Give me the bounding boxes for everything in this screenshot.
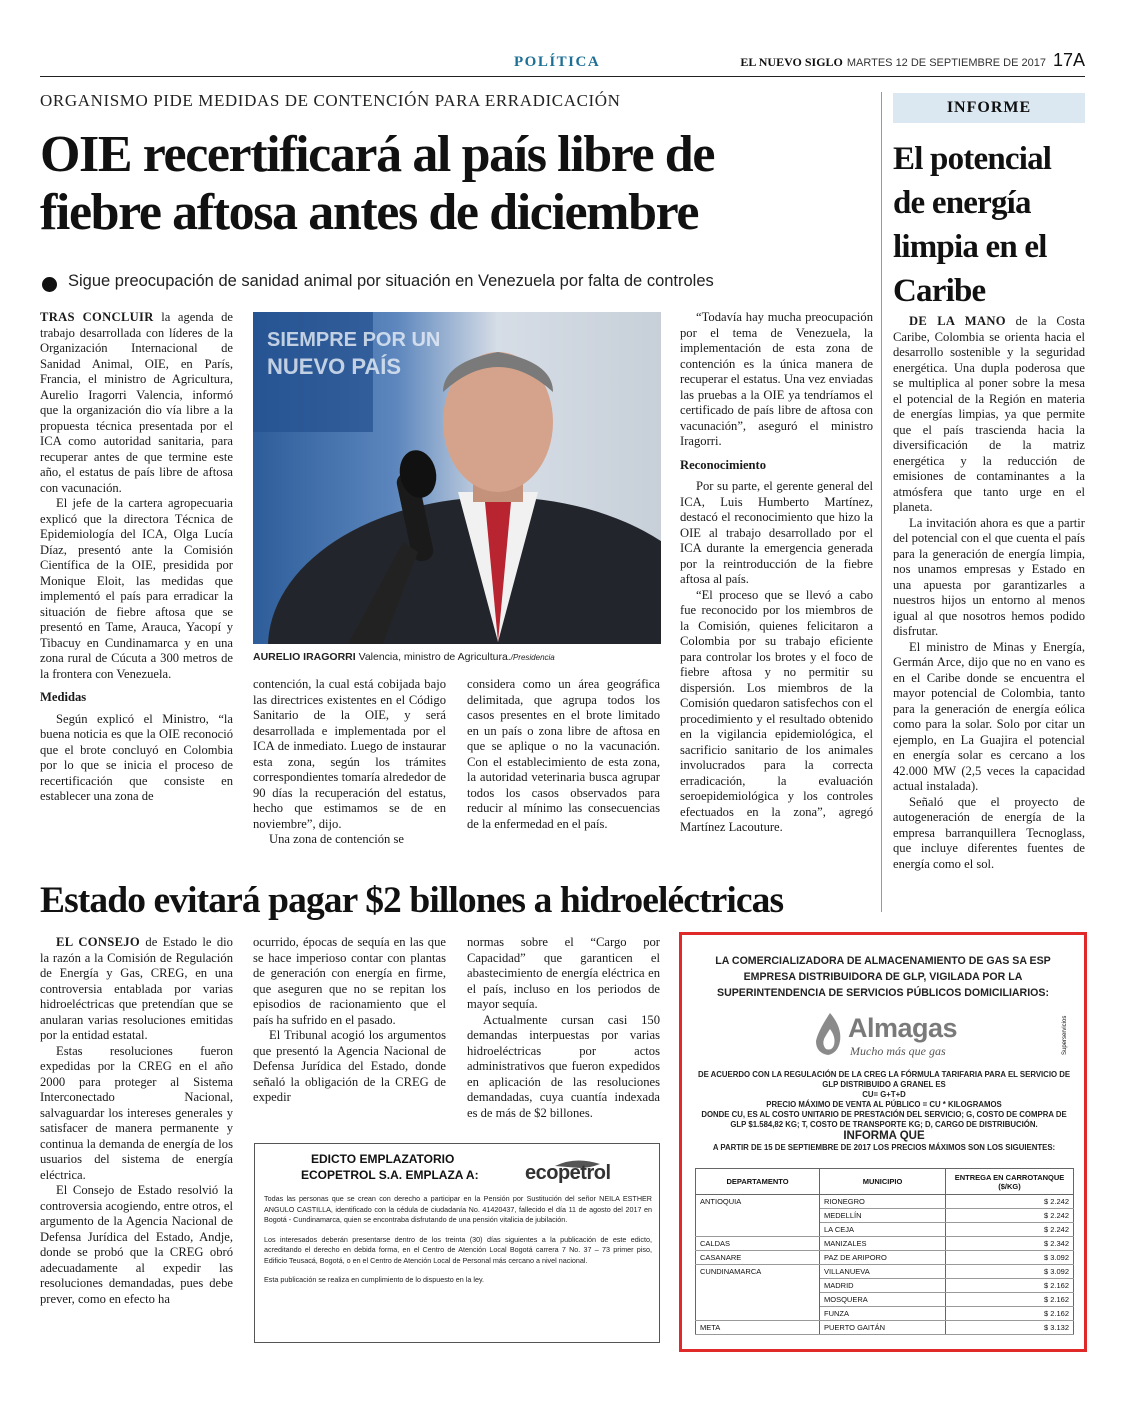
svg-text:NUEVO PAÍS: NUEVO PAÍS [267,354,402,379]
cell-price: $ 3.092 [946,1251,1074,1265]
almagas-ad [679,932,1087,1352]
cell-price: $ 2.242 [946,1223,1074,1237]
page-number: 17A [1052,50,1085,70]
definitions: DONDE CU, ES AL COSTO UNITARIO DE PRESTACIÓN DEL SERVICIO; G, COSTO DE COMPRA DE GLP $1.584,82 KG; T, COSTO DE TRANSPORTE KG; D, CARGO DE DISTRIBUCIÓN. [701,1110,1067,1129]
paragraph: ocurrido, épocas de sequía en las que se hace imperioso contar con plantas de generación con energía en firme, que aseguren que no se repitan los episodios de racionamiento que el país ha sufrido en el pasado. [253,935,446,1027]
portrait-illustration [253,312,661,644]
cell-price: $ 3.132 [946,1321,1074,1335]
paragraph: “Todavía hay mucha preocupación por el tema de Venezuela, la implementación de esta zona de contención es la única manera de recuperar el estatus. Una vez enviadas las pruebas a la OIE ya tendríamos el certificado de país libre de aftosa con vacunación”, aseguró el ministro Iragorri. [680,310,873,448]
sidebar-label: INFORME [946,99,1032,116]
cell-department: CUNDINAMARCA [696,1265,820,1279]
second-col-1 [40,935,233,1307]
main-col-1 [40,310,233,805]
almagas-logo [810,1011,980,1061]
paragraph: El ministro de Minas y Energía, Germán Arce, dijo que no en vano es en el Caribe donde se encuentra el mayor potencial de Colombia, tanto para la generación de energía eólica como para la solar. Solo por citar un ejemplo, en La Guajira el potencial en energía solar es cercano a los 42.000 MW (2,5 veces la capacidad actual instalada). [893,639,1085,793]
cell-price: $ 2.242 [946,1209,1074,1223]
issue-date: MARTES 12 DE SEPTIEMBRE DE 2017 [846,57,1046,69]
table-row [696,1223,1074,1237]
paragraph: El jefe de la cartera agropecuaria explicó que la directora Técnica de Epidemiología del ICA, Olga Lucía Díaz, presentó ante la Comisión Científica de la OIE, presidida por Monique Eloit, las medidas que implementó el país para erradicar la situación de fiebre aftosa que se presentó en Tame, Arauca, Yacopí y Tibacuy en Cundinamarca y en una zona rural de Cúcuta a 300 metros de la frontera con Venezuela. [40,496,233,681]
caption-text: Valencia, ministro de Agricultura. [355,651,511,663]
paragraph: Todas las personas que se crean con derecho a participar en la Pensión por Sustitución del señor NEILA ESTHER ANGULO CASTILLA, identificado con la cédula de ciudadanía No. 41420437, fallecido el día 11 de agosto del 2017 en Bogotá - Cundinamarca, quien se encontraba disfrutando de una pensión vitalicia de jubilación. [264,1194,652,1224]
cell-municipality: VILLANUEVA [820,1265,946,1279]
paragraph: Estas resoluciones fueron expedidas por la CREG en el año 2000 para proteger al Sistema Interconectado Nacional, salvaguardar los intereses generales y satisfacer de manera permanente y continua la demanda de energía de los usuarios del sistema de energía eléctrica. [40,1043,233,1182]
paragraph: considera como un área geográfica delimitada, que agrupa todos los casos presentes en el brote limitado en un país o zona libre de aftosa en que se aplique o no la vacunación. Con el establecimiento de esta zona, la autoridad veterinaria busca agrupar todos los casos observados para reducir al mínimo las consecuencias de la enfermedad en el país. [467,677,660,831]
paragraph: El Consejo de Estado resolvió la controversia acogiendo, entre otros, el argumento de la Agencia Nacional de Defensa Jurídica del Estado, Andje, donde se probó que la CREG obró adecuadamente al expedir las resoluciones demandadas, pues debe prever, como en efecto ha [40,1183,233,1306]
edicto-ad [254,1143,660,1343]
edicto-body [264,1194,652,1286]
almagas-tagline: Mucho más que gas [850,1044,946,1058]
lead-words: TRAS CONCLUIR [40,310,154,324]
cell-price: $ 2.342 [946,1237,1074,1251]
paragraph: Los interesados deberán presentarse dentro de los treinta (30) días siguientes a la publicación de este edicto, acreditando el derecho en debida forma, en el Centro de Atención Local Bogotá carrera 7 No. 37 – 73 primer piso, Edificio Teusacá, Bogotá, o en el Centro de Atención Local de Personal más cercano a nivel nacional. [264,1234,652,1265]
cell-price: $ 2.162 [946,1293,1074,1307]
cell-department [696,1279,820,1293]
cell-department [696,1223,820,1237]
lead-words: DE LA MANO [909,314,1006,328]
masthead-meta [740,50,1085,71]
photo-iragorri [253,312,661,644]
almagas-header: LA COMERCIALIZADORA DE ALMACENAMIENTO DE GAS SA ESP EMPRESA DISTRIBUIDORA DE GLP, VIGILADA POR LA SUPERINTENDENCIA DE SERVICIOS PÚBLICOS DOMICILIARIOS: [715,955,1051,999]
deck-text: Sigue preocupación de sanidad animal por situación en Venezuela por falta de controles [68,272,714,290]
caption-name: AURELIO IRAGORRI [253,651,356,663]
main-headline: OIE recertificará al país libre de fiebre aftosa antes de diciembre [40,126,715,241]
cell-price: $ 2.242 [946,1195,1074,1209]
cell-department [696,1209,820,1223]
prices-table [695,1168,1074,1335]
cell-municipality: FUNZA [820,1307,946,1321]
cell-municipality: PAZ DE ARIPORO [820,1251,946,1265]
table-row [696,1279,1074,1293]
sidebar-rule [881,92,882,912]
main-col-4 [680,310,873,836]
subhead-medidas: Medidas [40,690,87,704]
edicto-title-2: ECOPETROL S.A. EMPLAZA A: [301,1168,479,1182]
cell-price: $ 2.162 [946,1279,1074,1293]
cell-price: $ 3.092 [946,1265,1074,1279]
price-formula: PRECIO MÁXIMO DE VENTA AL PÚBLICO = CU * KILOGRAMOS [766,1100,1002,1109]
sidebar-body [893,314,1085,872]
svg-text:SIEMPRE POR UN: SIEMPRE POR UN [267,329,441,351]
cell-department: CASANARE [696,1251,820,1265]
table-row [696,1209,1074,1223]
paragraph: Señaló que el proyecto de autogeneración de energía de la empresa barranquillera Tecnoglass, que incluye diferentes fuentes de energía como el sol. [893,794,1085,871]
sidebar-label-box [893,93,1085,123]
sidebar-headline: El potencial de energía limpia en el Caribe [893,141,1052,309]
formula: CU= G+T+D [862,1090,906,1099]
paragraph: El Tribunal acogió los argumentos que presentó la Agencia Nacional de Defensa Jurídica del Estado, donde señaló la obligación de la CREG de expedir [253,1028,446,1104]
almagas-name: Almagas [848,1013,958,1043]
table-row [696,1321,1074,1335]
paper-name: EL NUEVO SIGLO [740,55,843,69]
table-header-row [696,1169,1074,1195]
cell-department: ANTIOQUIA [696,1195,820,1209]
main-deck [40,272,860,296]
masthead [40,50,1085,76]
photo-caption [253,651,661,663]
second-col-2 [253,935,446,1106]
cell-municipality: RIONEGRO [820,1195,946,1209]
table-row [696,1265,1074,1279]
cell-price: $ 2.162 [946,1307,1074,1321]
main-kicker: ORGANISMO PIDE MEDIDAS DE CONTENCIÓN PARA ERRADICACIÓN [40,91,621,110]
cell-municipality: MEDELLÍN [820,1209,946,1223]
cell-municipality: PUERTO GAITÁN [820,1321,946,1335]
main-col-2 [253,677,446,848]
cell-department [696,1307,820,1321]
paragraph: La invitación ahora es que a partir del potencial con el que cuenta el país para la generación de energía limpia, nos unamos empresas y Estado en una apuesta por garantizarles a nuestros hijos un entorno al menos igual al que nosotros hemos podido disfrutar. [893,515,1085,638]
paragraph: “El proceso que se llevó a cabo fue reconocido por los miembros de la Comisión, quienes felicitaron a Colombia por su trabajo eficiente para controlar los brotes y el foco de fiebre aftosa y no permitir su dispersión. Los miembros de la Comisión quedaron satisfechos con el procedimiento y el resultado obtenido en la vigilancia epidemiológica, el sacrificio sanitario de los animales involucrados para la correcta erradicación, la evaluación seroepidemiológica y los controles efectuados en la zona”, agregó Martínez Lacouture. [680,587,873,834]
informa-que: INFORMA QUE [843,1130,925,1142]
paragraph: Esta publicación se realiza en cumplimiento de lo dispuesto en la ley. [264,1275,485,1284]
table-row [696,1251,1074,1265]
formula-intro: DE ACUERDO CON LA REGULACIÓN DE LA CREG LA FÓRMULA TARIFARIA PARA EL SERVICIO DE GLP DISTRIBUIDO A GRANEL ES [697,1070,1071,1089]
flame-icon [810,1011,850,1057]
col-header: DEPARTAMENTO [696,1169,820,1195]
table-row [696,1307,1074,1321]
second-headline: Estado evitará pagar $2 billones a hidroeléctricas [40,880,784,921]
paragraph: Actualmente cursan casi 150 demandas interpuestas por varias hidroeléctricas por actos administrativos que fueron expedidos en aplicación de las resoluciones demandadas, cuya cuantía indexada es de más de $2 billones. [467,1012,660,1120]
prices-table-wrap [695,1168,1074,1335]
cell-department: CALDAS [696,1237,820,1251]
cell-department [696,1293,820,1307]
superservicios-mark [1054,1011,1074,1061]
section-name: POLÍTICA [514,54,601,70]
cell-municipality: MANIZALES [820,1237,946,1251]
paragraph: Por su parte, el gerente general del ICA, Luis Humberto Martínez, destacó el reconocimiento que hizo la OIE al trabajo desarrollado por el ICA durante la emergencia generada por la reintroducción de la fiebre aftosa al país. [680,479,873,586]
second-col-3 [467,935,660,1121]
almagas-text [696,1070,1072,1153]
photo-credit: /Presidencia [510,653,555,662]
paragraph: normas sobre el “Cargo por Capacidad” que garanticen el abastecimiento de energía eléctrica en el país, incluso en los periodos de mayor sequía. [467,935,660,1011]
paragraph: Una zona de contención se [269,832,404,846]
col-header: ENTREGA EN CARROTANQUE ($/KG) [946,1169,1074,1195]
paragraph: de Estado le dio la razón a la Comisión de Regulación de Energía y Gas, CREG, en una controversia entablada por varias hidroeléctricas que pretendían que se anularan varias resoluciones emitidas por la entidad estatal. [40,935,233,1042]
paragraph: la agenda de trabajo desarrollada con líderes de la Organización Internacional de Sanidad Animal, OIE, en París, Francia, el ministro de Agricultura, Aurelio Iragorri Valencia, informó que la organización dio vía libre a la propuesta técnica presentada por el ICA como autoridad sanitaria, para recuperar antes de que termine este año, el estatus de país libre de aftosa con vacunación. [40,310,233,495]
cell-department: META [696,1321,820,1335]
ecopetrol-wordmark: ecopetrol [525,1162,611,1184]
table-row [696,1293,1074,1307]
edicto-title-1: EDICTO EMPLAZATORIO [311,1152,455,1166]
masthead-rule [40,76,1085,77]
paragraph: Según explicó el Ministro, “la buena noticia es que la OIE reconoció que el brote concluyó en Colombia por lo que se inicia el proceso de recertificación que consiste en establecer una zona de [40,711,233,803]
superservicios-text: Superservicios [1062,1015,1068,1055]
cell-municipality: LA CEJA [820,1223,946,1237]
cell-municipality: MOSQUERA [820,1293,946,1307]
ecopetrol-logo [525,1156,653,1186]
table-row [696,1195,1074,1209]
prices-intro: A PARTIR DE 15 DE SEPTIEMBRE DE 2017 LOS PRECIOS MÁXIMOS SON LOS SIGUIENTES: [712,1143,1056,1152]
paragraph: contención, la cual está cobijada bajo las directrices existentes en el Código Sanitario de la OIE, y será desarrollada e implementada por el ICA de inmediato. Luego de instaurar esta zona, según los trámites correspondientes tomaría alrededor de 90 días la recuperación del estatus, hecho que estimamos se de en noviembre”, dijo. [253,677,446,831]
bullet-icon [42,277,57,292]
subhead-reconocimiento: Reconocimiento [680,457,767,472]
main-col-3 [467,677,660,832]
table-row [696,1237,1074,1251]
lead-words: EL CONSEJO [56,935,140,949]
cell-municipality: MADRID [820,1279,946,1293]
col-header: MUNICIPIO [820,1169,946,1195]
paragraph: de la Costa Caribe, Colombia se orienta hacia el desarrollo sostenible y la seguridad energética. Una dupla poderosa que se multiplica al poner sobre la mesa el potencial de la Región en materia de energías limpias, ya que permite que el país trascienda hacia la diversificación de la matriz energética y la reducción de emisiones de contaminantes a la atmósfera que tanto urge en el planeta. [893,314,1086,514]
